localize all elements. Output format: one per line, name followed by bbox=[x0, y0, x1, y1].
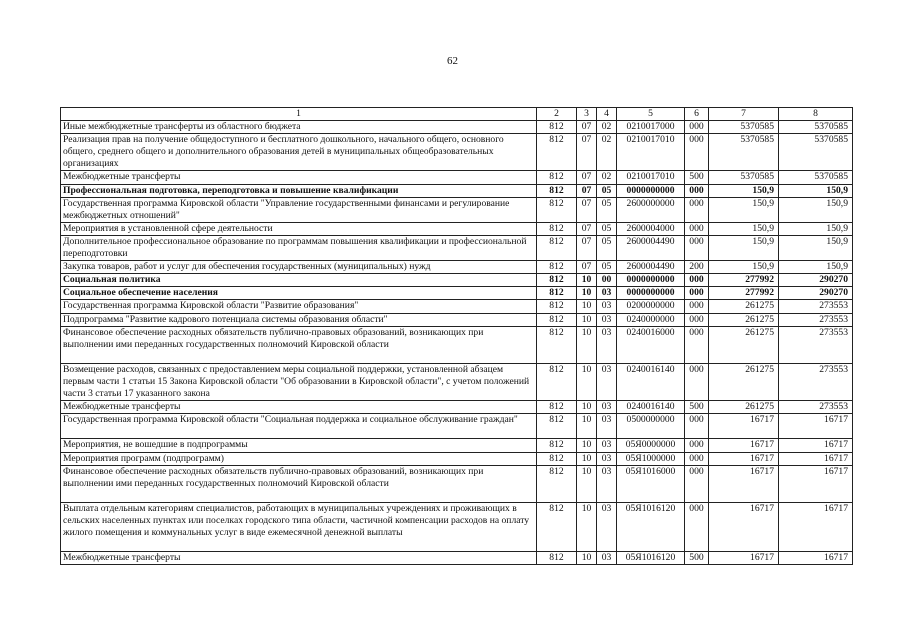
amount-year-1: 261275 bbox=[709, 401, 779, 414]
section-code: 10 bbox=[577, 313, 597, 326]
table-row bbox=[61, 502, 853, 551]
amount-year-1: 16717 bbox=[709, 465, 779, 502]
header-cell: 7 bbox=[709, 108, 779, 121]
section-code: 07 bbox=[577, 197, 597, 222]
item-name: Межбюджетные трансферты bbox=[61, 171, 537, 184]
expense-type-code: 500 bbox=[685, 171, 709, 184]
section-code: 10 bbox=[577, 274, 597, 287]
subsection-code: 03 bbox=[597, 552, 617, 565]
item-name: Финансовое обеспечение расходных обязательств публично-правовых образований, возникающих при выполнении ими переданных государственных полномочий Кировской области bbox=[61, 326, 537, 363]
ministry-code: 812 bbox=[537, 274, 577, 287]
item-name: Закупка товаров, работ и услуг для обеспечения государственных (муниципальных) нужд bbox=[61, 261, 537, 274]
target-article-code: 0200000000 bbox=[617, 300, 685, 313]
table-row bbox=[61, 134, 853, 171]
subsection-code: 05 bbox=[597, 261, 617, 274]
amount-year-2: 150,9 bbox=[779, 261, 853, 274]
section-code: 10 bbox=[577, 326, 597, 363]
target-article-code: 0240016000 bbox=[617, 326, 685, 363]
target-article-code: 05Я0000000 bbox=[617, 439, 685, 452]
table-row bbox=[61, 197, 853, 222]
subsection-code: 03 bbox=[597, 414, 617, 439]
amount-year-2: 273553 bbox=[779, 300, 853, 313]
subsection-code: 03 bbox=[597, 300, 617, 313]
item-name: Государственная программа Кировской области "Управление государственными финансами и регулирование межбюджетных отношений" bbox=[61, 197, 537, 222]
amount-year-1: 261275 bbox=[709, 326, 779, 363]
header-cell: 1 bbox=[61, 108, 537, 121]
section-code: 07 bbox=[577, 235, 597, 260]
target-article-code: 05Я1016120 bbox=[617, 552, 685, 565]
subsection-code: 00 bbox=[597, 274, 617, 287]
amount-year-1: 5370585 bbox=[709, 171, 779, 184]
ministry-code: 812 bbox=[537, 197, 577, 222]
ministry-code: 812 bbox=[537, 134, 577, 171]
header-cell: 6 bbox=[685, 108, 709, 121]
amount-year-2: 273553 bbox=[779, 313, 853, 326]
amount-year-2: 290270 bbox=[779, 274, 853, 287]
expense-type-code: 000 bbox=[685, 274, 709, 287]
expense-type-code: 000 bbox=[685, 300, 709, 313]
expense-type-code: 000 bbox=[685, 121, 709, 134]
ministry-code: 812 bbox=[537, 313, 577, 326]
expense-type-code: 500 bbox=[685, 552, 709, 565]
amount-year-2: 5370585 bbox=[779, 134, 853, 171]
table-row bbox=[61, 121, 853, 134]
table-row bbox=[61, 300, 853, 313]
table-row bbox=[61, 465, 853, 502]
expense-type-code: 000 bbox=[685, 439, 709, 452]
expense-type-code: 000 bbox=[685, 363, 709, 400]
amount-year-2: 150,9 bbox=[779, 222, 853, 235]
ministry-code: 812 bbox=[537, 439, 577, 452]
ministry-code: 812 bbox=[537, 261, 577, 274]
item-name: Иные межбюджетные трансферты из областного бюджета bbox=[61, 121, 537, 134]
item-name: Дополнительное профессиональное образование по программам повышения квалификации и профессиональной переподготовки bbox=[61, 235, 537, 260]
target-article-code: 0210017010 bbox=[617, 171, 685, 184]
amount-year-2: 16717 bbox=[779, 502, 853, 551]
amount-year-2: 16717 bbox=[779, 552, 853, 565]
amount-year-1: 150,9 bbox=[709, 222, 779, 235]
table-row bbox=[61, 363, 853, 400]
subsection-code: 03 bbox=[597, 363, 617, 400]
section-code: 10 bbox=[577, 439, 597, 452]
item-name: Государственная программа Кировской области "Социальная поддержка и социальное обслуживание граждан" bbox=[61, 414, 537, 439]
target-article-code: 2600000000 bbox=[617, 197, 685, 222]
target-article-code: 05Я1016000 bbox=[617, 465, 685, 502]
amount-year-1: 16717 bbox=[709, 439, 779, 452]
ministry-code: 812 bbox=[537, 184, 577, 197]
amount-year-2: 5370585 bbox=[779, 121, 853, 134]
amount-year-2: 273553 bbox=[779, 326, 853, 363]
amount-year-1: 150,9 bbox=[709, 235, 779, 260]
table-row bbox=[61, 414, 853, 439]
subsection-code: 03 bbox=[597, 401, 617, 414]
target-article-code: 2600004490 bbox=[617, 235, 685, 260]
subsection-code: 02 bbox=[597, 121, 617, 134]
target-article-code: 2600004490 bbox=[617, 261, 685, 274]
table-row bbox=[61, 552, 853, 565]
ministry-code: 812 bbox=[537, 287, 577, 300]
expense-type-code: 000 bbox=[685, 326, 709, 363]
ministry-code: 812 bbox=[537, 300, 577, 313]
ministry-code: 812 bbox=[537, 465, 577, 502]
section-code: 10 bbox=[577, 452, 597, 465]
subsection-code: 03 bbox=[597, 326, 617, 363]
amount-year-1: 16717 bbox=[709, 502, 779, 551]
subsection-code: 03 bbox=[597, 452, 617, 465]
header-cell: 4 bbox=[597, 108, 617, 121]
subsection-code: 03 bbox=[597, 287, 617, 300]
table-row bbox=[61, 235, 853, 260]
section-code: 07 bbox=[577, 171, 597, 184]
section-code: 10 bbox=[577, 552, 597, 565]
expense-type-code: 000 bbox=[685, 287, 709, 300]
expense-type-code: 000 bbox=[685, 313, 709, 326]
ministry-code: 812 bbox=[537, 414, 577, 439]
subsection-code: 05 bbox=[597, 197, 617, 222]
header-cell: 2 bbox=[537, 108, 577, 121]
ministry-code: 812 bbox=[537, 222, 577, 235]
amount-year-1: 261275 bbox=[709, 313, 779, 326]
amount-year-2: 273553 bbox=[779, 363, 853, 400]
ministry-code: 812 bbox=[537, 121, 577, 134]
section-code: 10 bbox=[577, 401, 597, 414]
ministry-code: 812 bbox=[537, 452, 577, 465]
amount-year-1: 277992 bbox=[709, 287, 779, 300]
header-cell: 5 bbox=[617, 108, 685, 121]
amount-year-2: 16717 bbox=[779, 439, 853, 452]
expense-type-code: 200 bbox=[685, 261, 709, 274]
expense-type-code: 000 bbox=[685, 184, 709, 197]
amount-year-2: 16717 bbox=[779, 465, 853, 502]
expense-type-code: 000 bbox=[685, 465, 709, 502]
header-cell: 8 bbox=[779, 108, 853, 121]
expense-type-code: 000 bbox=[685, 235, 709, 260]
target-article-code: 0500000000 bbox=[617, 414, 685, 439]
item-name: Социальная политика bbox=[61, 274, 537, 287]
amount-year-1: 150,9 bbox=[709, 197, 779, 222]
ministry-code: 812 bbox=[537, 401, 577, 414]
section-code: 10 bbox=[577, 414, 597, 439]
ministry-code: 812 bbox=[537, 363, 577, 400]
item-name: Выплата отдельным категориям специалистов, работающих в муниципальных учреждениях и проживающих в сельских населенных пунктах или поселках городского типа области, частичной компенсации расходов на оплату жилого помещения и коммунальных услуг в виде ежемесячной денежной выплаты bbox=[61, 502, 537, 551]
amount-year-1: 5370585 bbox=[709, 134, 779, 171]
item-name: Подпрограмма "Развитие кадрового потенциала системы образования области" bbox=[61, 313, 537, 326]
section-code: 07 bbox=[577, 261, 597, 274]
table-row bbox=[61, 287, 853, 300]
table-row bbox=[61, 326, 853, 363]
ministry-code: 812 bbox=[537, 326, 577, 363]
target-article-code: 0210017000 bbox=[617, 121, 685, 134]
expense-type-code: 000 bbox=[685, 452, 709, 465]
item-name: Межбюджетные трансферты bbox=[61, 552, 537, 565]
section-code: 10 bbox=[577, 300, 597, 313]
table-row bbox=[61, 439, 853, 452]
section-code: 07 bbox=[577, 222, 597, 235]
amount-year-2: 150,9 bbox=[779, 197, 853, 222]
item-name: Реализация прав на получение общедоступного и бесплатного дошкольного, начального общего, основного общего, среднего общего и дополнительного образования детей в муниципальных общеобразовательных организациях bbox=[61, 134, 537, 171]
column-number-row bbox=[61, 108, 853, 121]
table-row bbox=[61, 274, 853, 287]
target-article-code: 0240016140 bbox=[617, 363, 685, 400]
subsection-code: 03 bbox=[597, 439, 617, 452]
table-body bbox=[61, 108, 853, 565]
subsection-code: 02 bbox=[597, 171, 617, 184]
table-row bbox=[61, 452, 853, 465]
target-article-code: 2600004000 bbox=[617, 222, 685, 235]
amount-year-1: 261275 bbox=[709, 363, 779, 400]
target-article-code: 0000000000 bbox=[617, 287, 685, 300]
section-code: 07 bbox=[577, 134, 597, 171]
ministry-code: 812 bbox=[537, 502, 577, 551]
subsection-code: 05 bbox=[597, 184, 617, 197]
amount-year-1: 277992 bbox=[709, 274, 779, 287]
target-article-code: 0210017010 bbox=[617, 134, 685, 171]
ministry-code: 812 bbox=[537, 171, 577, 184]
amount-year-2: 16717 bbox=[779, 452, 853, 465]
budget-table bbox=[60, 107, 853, 565]
table-row bbox=[61, 222, 853, 235]
amount-year-2: 150,9 bbox=[779, 184, 853, 197]
amount-year-1: 16717 bbox=[709, 552, 779, 565]
amount-year-2: 290270 bbox=[779, 287, 853, 300]
item-name: Финансовое обеспечение расходных обязательств публично-правовых образований, возникающих при выполнении ими переданных государственных полномочий Кировской области bbox=[61, 465, 537, 502]
amount-year-2: 16717 bbox=[779, 414, 853, 439]
table-row bbox=[61, 261, 853, 274]
target-article-code: 05Я1016120 bbox=[617, 502, 685, 551]
subsection-code: 05 bbox=[597, 222, 617, 235]
subsection-code: 03 bbox=[597, 502, 617, 551]
amount-year-1: 261275 bbox=[709, 300, 779, 313]
ministry-code: 812 bbox=[537, 235, 577, 260]
target-article-code: 0240000000 bbox=[617, 313, 685, 326]
section-code: 10 bbox=[577, 363, 597, 400]
expense-type-code: 500 bbox=[685, 401, 709, 414]
amount-year-1: 150,9 bbox=[709, 184, 779, 197]
target-article-code: 0240016140 bbox=[617, 401, 685, 414]
target-article-code: 05Я1000000 bbox=[617, 452, 685, 465]
ministry-code: 812 bbox=[537, 552, 577, 565]
amount-year-1: 150,9 bbox=[709, 261, 779, 274]
expense-type-code: 000 bbox=[685, 502, 709, 551]
section-code: 10 bbox=[577, 465, 597, 502]
target-article-code: 0000000000 bbox=[617, 184, 685, 197]
table-row bbox=[61, 171, 853, 184]
item-name: Мероприятия в установленной сфере деятельности bbox=[61, 222, 537, 235]
section-code: 07 bbox=[577, 184, 597, 197]
item-name: Возмещение расходов, связанных с предоставлением меры социальной поддержки, установленной абзацем первым части 1 статьи 15 Закона Кировской области "Об образовании в Кировской области", с учетом положений части 3 статьи 17 указанного закона bbox=[61, 363, 537, 400]
table-row bbox=[61, 313, 853, 326]
amount-year-2: 5370585 bbox=[779, 171, 853, 184]
header-cell: 3 bbox=[577, 108, 597, 121]
amount-year-1: 16717 bbox=[709, 414, 779, 439]
subsection-code: 03 bbox=[597, 313, 617, 326]
target-article-code: 0000000000 bbox=[617, 274, 685, 287]
amount-year-2: 150,9 bbox=[779, 235, 853, 260]
amount-year-1: 16717 bbox=[709, 452, 779, 465]
subsection-code: 03 bbox=[597, 465, 617, 502]
table-row bbox=[61, 184, 853, 197]
section-code: 07 bbox=[577, 121, 597, 134]
expense-type-code: 000 bbox=[685, 414, 709, 439]
expense-type-code: 000 bbox=[685, 222, 709, 235]
amount-year-2: 273553 bbox=[779, 401, 853, 414]
section-code: 10 bbox=[577, 287, 597, 300]
item-name: Межбюджетные трансферты bbox=[61, 401, 537, 414]
section-code: 10 bbox=[577, 502, 597, 551]
item-name: Профессиональная подготовка, переподготовка и повышение квалификации bbox=[61, 184, 537, 197]
item-name: Государственная программа Кировской области "Развитие образования" bbox=[61, 300, 537, 313]
item-name: Мероприятия программ (подпрограмм) bbox=[61, 452, 537, 465]
table-row bbox=[61, 401, 853, 414]
subsection-code: 05 bbox=[597, 235, 617, 260]
item-name: Социальное обеспечение населения bbox=[61, 287, 537, 300]
amount-year-1: 5370585 bbox=[709, 121, 779, 134]
expense-type-code: 000 bbox=[685, 197, 709, 222]
subsection-code: 02 bbox=[597, 134, 617, 171]
expense-type-code: 000 bbox=[685, 134, 709, 171]
item-name: Мероприятия, не вошедшие в подпрограммы bbox=[61, 439, 537, 452]
page-number: 62 bbox=[447, 55, 458, 67]
